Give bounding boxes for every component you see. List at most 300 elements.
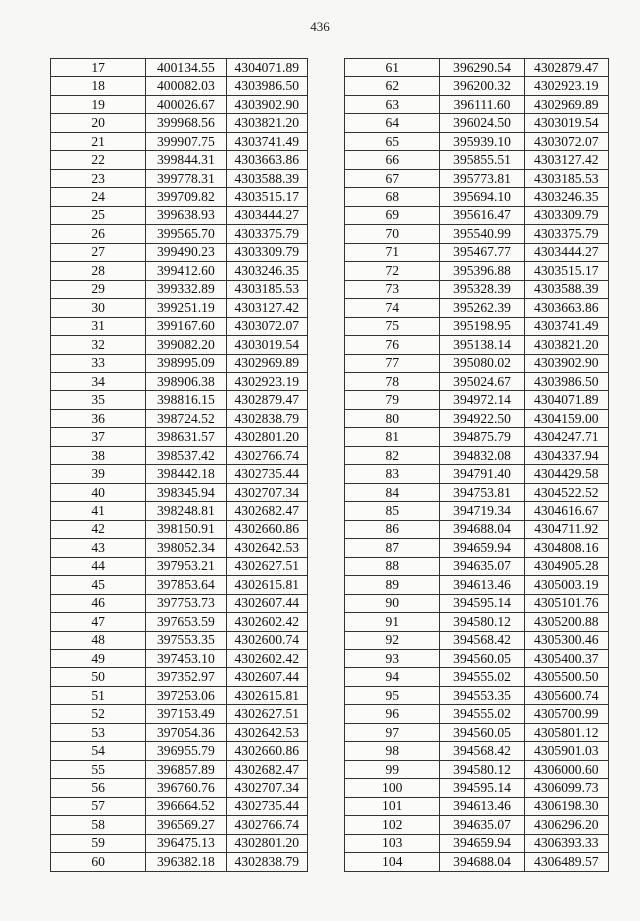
- x-coordinate-cell: 394922.50: [440, 409, 524, 427]
- x-coordinate-cell: 397054.36: [146, 723, 226, 741]
- y-coordinate-cell: 4303741.49: [226, 132, 307, 150]
- point-number-cell: 32: [51, 336, 146, 354]
- point-number-cell: 74: [345, 299, 440, 317]
- table-row: [51, 95, 308, 113]
- table-row: [51, 188, 308, 206]
- table-row: [51, 354, 308, 372]
- point-number-cell: 21: [51, 132, 146, 150]
- point-number-cell: 47: [51, 613, 146, 631]
- table-row: [51, 705, 308, 723]
- table-row: [345, 262, 609, 280]
- x-coordinate-cell: 395540.99: [440, 225, 524, 243]
- table-row: [51, 372, 308, 390]
- table-row: [51, 446, 308, 464]
- point-number-cell: 28: [51, 262, 146, 280]
- point-number-cell: 18: [51, 77, 146, 95]
- y-coordinate-cell: 4302600.74: [226, 631, 307, 649]
- point-number-cell: 19: [51, 95, 146, 113]
- x-coordinate-cell: 394875.79: [440, 428, 524, 446]
- table-row: [51, 336, 308, 354]
- y-coordinate-cell: 4303821.20: [226, 114, 307, 132]
- x-coordinate-cell: 396475.13: [146, 834, 226, 852]
- x-coordinate-cell: 399638.93: [146, 206, 226, 224]
- point-number-cell: 91: [345, 613, 440, 631]
- x-coordinate-cell: 394659.94: [440, 539, 524, 557]
- table-row: [345, 132, 609, 150]
- y-coordinate-cell: 4302627.51: [226, 557, 307, 575]
- y-coordinate-cell: 4306198.30: [524, 797, 608, 815]
- table-row: [345, 243, 609, 261]
- x-coordinate-cell: 394560.05: [440, 650, 524, 668]
- table-row: [345, 779, 609, 797]
- table-row: [51, 760, 308, 778]
- x-coordinate-cell: 399082.20: [146, 336, 226, 354]
- y-coordinate-cell: 4306393.33: [524, 834, 608, 852]
- x-coordinate-cell: 394613.46: [440, 797, 524, 815]
- x-coordinate-cell: 398537.42: [146, 446, 226, 464]
- point-number-cell: 86: [345, 520, 440, 538]
- y-coordinate-cell: 4303821.20: [524, 336, 608, 354]
- table-row: [345, 336, 609, 354]
- x-coordinate-cell: 394972.14: [440, 391, 524, 409]
- table-row: [51, 262, 308, 280]
- point-number-cell: 24: [51, 188, 146, 206]
- y-coordinate-cell: 4302801.20: [226, 428, 307, 446]
- y-coordinate-cell: 4306099.73: [524, 779, 608, 797]
- y-coordinate-cell: 4304711.92: [524, 520, 608, 538]
- x-coordinate-cell: 398345.94: [146, 483, 226, 501]
- point-number-cell: 23: [51, 169, 146, 187]
- point-number-cell: 104: [345, 853, 440, 871]
- y-coordinate-cell: 4302838.79: [226, 409, 307, 427]
- y-coordinate-cell: 4305901.03: [524, 742, 608, 760]
- point-number-cell: 41: [51, 502, 146, 520]
- y-coordinate-cell: 4306296.20: [524, 816, 608, 834]
- x-coordinate-cell: 394791.40: [440, 465, 524, 483]
- y-coordinate-cell: 4303515.17: [524, 262, 608, 280]
- table-row: [345, 760, 609, 778]
- point-number-cell: 53: [51, 723, 146, 741]
- x-coordinate-cell: 399332.89: [146, 280, 226, 298]
- point-number-cell: 35: [51, 391, 146, 409]
- table-row: [345, 391, 609, 409]
- table-row: [345, 742, 609, 760]
- table-row: [51, 391, 308, 409]
- point-number-cell: 46: [51, 594, 146, 612]
- y-coordinate-cell: 4302682.47: [226, 760, 307, 778]
- point-number-cell: 65: [345, 132, 440, 150]
- point-number-cell: 66: [345, 151, 440, 169]
- x-coordinate-cell: 394753.81: [440, 483, 524, 501]
- x-coordinate-cell: 394595.14: [440, 594, 524, 612]
- x-coordinate-cell: 397352.97: [146, 668, 226, 686]
- y-coordinate-cell: 4302735.44: [226, 797, 307, 815]
- x-coordinate-cell: 395328.39: [440, 280, 524, 298]
- table-row: [345, 188, 609, 206]
- y-coordinate-cell: 4303309.79: [524, 206, 608, 224]
- point-number-cell: 64: [345, 114, 440, 132]
- x-coordinate-cell: 394719.34: [440, 502, 524, 520]
- y-coordinate-cell: 4303375.79: [524, 225, 608, 243]
- table-row: [345, 280, 609, 298]
- table-row: [345, 77, 609, 95]
- point-number-cell: 56: [51, 779, 146, 797]
- x-coordinate-cell: 394555.02: [440, 705, 524, 723]
- y-coordinate-cell: 4302615.81: [226, 576, 307, 594]
- point-number-cell: 92: [345, 631, 440, 649]
- table-row: [51, 225, 308, 243]
- y-coordinate-cell: 4302660.86: [226, 742, 307, 760]
- point-number-cell: 30: [51, 299, 146, 317]
- x-coordinate-cell: 397153.49: [146, 705, 226, 723]
- point-number-cell: 85: [345, 502, 440, 520]
- point-number-cell: 57: [51, 797, 146, 815]
- point-number-cell: 88: [345, 557, 440, 575]
- x-coordinate-cell: 394832.08: [440, 446, 524, 464]
- table-row: [345, 299, 609, 317]
- x-coordinate-cell: 400026.67: [146, 95, 226, 113]
- page-number: 436: [310, 19, 330, 34]
- x-coordinate-cell: 395080.02: [440, 354, 524, 372]
- point-number-cell: 101: [345, 797, 440, 815]
- y-coordinate-cell: 4302642.53: [226, 539, 307, 557]
- point-number-cell: 63: [345, 95, 440, 113]
- point-number-cell: 60: [51, 853, 146, 871]
- y-coordinate-cell: 4303588.39: [226, 169, 307, 187]
- x-coordinate-cell: 394568.42: [440, 631, 524, 649]
- y-coordinate-cell: 4303902.90: [524, 354, 608, 372]
- x-coordinate-cell: 396200.32: [440, 77, 524, 95]
- point-number-cell: 81: [345, 428, 440, 446]
- point-number-cell: 61: [345, 59, 440, 77]
- x-coordinate-cell: 400082.03: [146, 77, 226, 95]
- x-coordinate-cell: 394580.12: [440, 613, 524, 631]
- coordinates-table-right: [344, 58, 609, 872]
- point-number-cell: 55: [51, 760, 146, 778]
- point-number-cell: 89: [345, 576, 440, 594]
- point-number-cell: 43: [51, 539, 146, 557]
- point-number-cell: 27: [51, 243, 146, 261]
- x-coordinate-cell: 399167.60: [146, 317, 226, 335]
- table-row: [345, 502, 609, 520]
- y-coordinate-cell: 4302766.74: [226, 446, 307, 464]
- x-coordinate-cell: 394688.04: [440, 520, 524, 538]
- table-row: [345, 465, 609, 483]
- x-coordinate-cell: 399844.31: [146, 151, 226, 169]
- point-number-cell: 50: [51, 668, 146, 686]
- table-row: [345, 797, 609, 815]
- y-coordinate-cell: 4302801.20: [226, 834, 307, 852]
- x-coordinate-cell: 396382.18: [146, 853, 226, 871]
- x-coordinate-cell: 396664.52: [146, 797, 226, 815]
- y-coordinate-cell: 4305801.12: [524, 723, 608, 741]
- point-number-cell: 62: [345, 77, 440, 95]
- x-coordinate-cell: 399251.19: [146, 299, 226, 317]
- point-number-cell: 95: [345, 686, 440, 704]
- y-coordinate-cell: 4302682.47: [226, 502, 307, 520]
- x-coordinate-cell: 395773.81: [440, 169, 524, 187]
- table-row: [51, 631, 308, 649]
- table-row: [345, 409, 609, 427]
- y-coordinate-cell: 4302602.42: [226, 613, 307, 631]
- point-number-cell: 44: [51, 557, 146, 575]
- x-coordinate-cell: 399490.23: [146, 243, 226, 261]
- table-row: [345, 816, 609, 834]
- table-row: [51, 594, 308, 612]
- y-coordinate-cell: 4303072.07: [524, 132, 608, 150]
- point-number-cell: 97: [345, 723, 440, 741]
- x-coordinate-cell: 397853.64: [146, 576, 226, 594]
- point-number-cell: 75: [345, 317, 440, 335]
- point-number-cell: 49: [51, 650, 146, 668]
- point-number-cell: 77: [345, 354, 440, 372]
- coordinates-table-body: [51, 59, 308, 872]
- point-number-cell: 39: [51, 465, 146, 483]
- x-coordinate-cell: 398631.57: [146, 428, 226, 446]
- x-coordinate-cell: 395694.10: [440, 188, 524, 206]
- x-coordinate-cell: 394688.04: [440, 853, 524, 871]
- point-number-cell: 79: [345, 391, 440, 409]
- x-coordinate-cell: 395396.88: [440, 262, 524, 280]
- point-number-cell: 37: [51, 428, 146, 446]
- y-coordinate-cell: 4302923.19: [226, 372, 307, 390]
- x-coordinate-cell: 397453.10: [146, 650, 226, 668]
- x-coordinate-cell: 399907.75: [146, 132, 226, 150]
- y-coordinate-cell: 4305700.99: [524, 705, 608, 723]
- x-coordinate-cell: 395467.77: [440, 243, 524, 261]
- y-coordinate-cell: 4303309.79: [226, 243, 307, 261]
- x-coordinate-cell: 398442.18: [146, 465, 226, 483]
- table-row: [51, 59, 308, 77]
- x-coordinate-cell: 399968.56: [146, 114, 226, 132]
- table-row: [345, 539, 609, 557]
- table-row: [51, 650, 308, 668]
- point-number-cell: 70: [345, 225, 440, 243]
- y-coordinate-cell: 4303127.42: [524, 151, 608, 169]
- x-coordinate-cell: 396955.79: [146, 742, 226, 760]
- table-row: [345, 668, 609, 686]
- y-coordinate-cell: 4304071.89: [226, 59, 307, 77]
- x-coordinate-cell: 398724.52: [146, 409, 226, 427]
- table-row: [345, 483, 609, 501]
- table-row: [51, 723, 308, 741]
- point-number-cell: 38: [51, 446, 146, 464]
- x-coordinate-cell: 396111.60: [440, 95, 524, 113]
- table-row: [51, 539, 308, 557]
- y-coordinate-cell: 4302615.81: [226, 686, 307, 704]
- y-coordinate-cell: 4304616.67: [524, 502, 608, 520]
- table-row: [345, 650, 609, 668]
- table-row: [345, 520, 609, 538]
- table-row: [51, 317, 308, 335]
- table-row: [345, 95, 609, 113]
- y-coordinate-cell: 4303986.50: [226, 77, 307, 95]
- y-coordinate-cell: 4303663.86: [524, 299, 608, 317]
- y-coordinate-cell: 4304159.00: [524, 409, 608, 427]
- table-row: [345, 705, 609, 723]
- x-coordinate-cell: 394659.94: [440, 834, 524, 852]
- y-coordinate-cell: 4305400.37: [524, 650, 608, 668]
- x-coordinate-cell: 398816.15: [146, 391, 226, 409]
- y-coordinate-cell: 4302735.44: [226, 465, 307, 483]
- point-number-cell: 20: [51, 114, 146, 132]
- y-coordinate-cell: 4302879.47: [226, 391, 307, 409]
- x-coordinate-cell: 396290.54: [440, 59, 524, 77]
- x-coordinate-cell: 394635.07: [440, 557, 524, 575]
- y-coordinate-cell: 4303515.17: [226, 188, 307, 206]
- y-coordinate-cell: 4304071.89: [524, 391, 608, 409]
- y-coordinate-cell: 4304337.94: [524, 446, 608, 464]
- table-row: [51, 243, 308, 261]
- point-number-cell: 76: [345, 336, 440, 354]
- table-row: [51, 206, 308, 224]
- x-coordinate-cell: 396760.76: [146, 779, 226, 797]
- point-number-cell: 80: [345, 409, 440, 427]
- point-number-cell: 94: [345, 668, 440, 686]
- point-number-cell: 48: [51, 631, 146, 649]
- point-number-cell: 99: [345, 760, 440, 778]
- point-number-cell: 17: [51, 59, 146, 77]
- y-coordinate-cell: 4302607.44: [226, 594, 307, 612]
- y-coordinate-cell: 4304522.52: [524, 483, 608, 501]
- y-coordinate-cell: 4302602.42: [226, 650, 307, 668]
- y-coordinate-cell: 4302969.89: [524, 95, 608, 113]
- point-number-cell: 69: [345, 206, 440, 224]
- table-row: [51, 151, 308, 169]
- point-number-cell: 71: [345, 243, 440, 261]
- y-coordinate-cell: 4303375.79: [226, 225, 307, 243]
- table-row: [51, 557, 308, 575]
- x-coordinate-cell: 397953.21: [146, 557, 226, 575]
- y-coordinate-cell: 4304247.71: [524, 428, 608, 446]
- y-coordinate-cell: 4304808.16: [524, 539, 608, 557]
- table-row: [345, 428, 609, 446]
- x-coordinate-cell: 394613.46: [440, 576, 524, 594]
- point-number-cell: 54: [51, 742, 146, 760]
- y-coordinate-cell: 4305600.74: [524, 686, 608, 704]
- table-row: [345, 446, 609, 464]
- point-number-cell: 84: [345, 483, 440, 501]
- y-coordinate-cell: 4306000.60: [524, 760, 608, 778]
- point-number-cell: 96: [345, 705, 440, 723]
- x-coordinate-cell: 397753.73: [146, 594, 226, 612]
- point-number-cell: 103: [345, 834, 440, 852]
- y-coordinate-cell: 4302969.89: [226, 354, 307, 372]
- point-number-cell: 51: [51, 686, 146, 704]
- table-row: [345, 151, 609, 169]
- x-coordinate-cell: 395939.10: [440, 132, 524, 150]
- y-coordinate-cell: 4303444.27: [524, 243, 608, 261]
- y-coordinate-cell: 4303185.53: [226, 280, 307, 298]
- table-row: [345, 631, 609, 649]
- point-number-cell: 67: [345, 169, 440, 187]
- x-coordinate-cell: 396569.27: [146, 816, 226, 834]
- y-coordinate-cell: 4304429.58: [524, 465, 608, 483]
- y-coordinate-cell: 4302660.86: [226, 520, 307, 538]
- x-coordinate-cell: 399412.60: [146, 262, 226, 280]
- point-number-cell: 93: [345, 650, 440, 668]
- table-row: [345, 594, 609, 612]
- table-row: [345, 576, 609, 594]
- point-number-cell: 87: [345, 539, 440, 557]
- table-row: [345, 206, 609, 224]
- x-coordinate-cell: 394553.35: [440, 686, 524, 704]
- table-row: [345, 853, 609, 871]
- x-coordinate-cell: 400134.55: [146, 59, 226, 77]
- point-number-cell: 82: [345, 446, 440, 464]
- x-coordinate-cell: 398150.91: [146, 520, 226, 538]
- table-row: [51, 280, 308, 298]
- x-coordinate-cell: 394555.02: [440, 668, 524, 686]
- point-number-cell: 40: [51, 483, 146, 501]
- coordinates-table-body: [345, 59, 609, 872]
- x-coordinate-cell: 394568.42: [440, 742, 524, 760]
- point-number-cell: 68: [345, 188, 440, 206]
- x-coordinate-cell: 394635.07: [440, 816, 524, 834]
- table-row: [345, 834, 609, 852]
- point-number-cell: 83: [345, 465, 440, 483]
- y-coordinate-cell: 4302707.34: [226, 483, 307, 501]
- table-row: [51, 520, 308, 538]
- point-number-cell: 78: [345, 372, 440, 390]
- y-coordinate-cell: 4303246.35: [226, 262, 307, 280]
- y-coordinate-cell: 4302766.74: [226, 816, 307, 834]
- x-coordinate-cell: 399709.82: [146, 188, 226, 206]
- x-coordinate-cell: 395198.95: [440, 317, 524, 335]
- x-coordinate-cell: 394560.05: [440, 723, 524, 741]
- x-coordinate-cell: 398995.09: [146, 354, 226, 372]
- table-row: [345, 557, 609, 575]
- x-coordinate-cell: 398248.81: [146, 502, 226, 520]
- table-row: [51, 299, 308, 317]
- point-number-cell: 36: [51, 409, 146, 427]
- point-number-cell: 58: [51, 816, 146, 834]
- y-coordinate-cell: 4303741.49: [524, 317, 608, 335]
- point-number-cell: 59: [51, 834, 146, 852]
- point-number-cell: 29: [51, 280, 146, 298]
- y-coordinate-cell: 4304905.28: [524, 557, 608, 575]
- y-coordinate-cell: 4305003.19: [524, 576, 608, 594]
- y-coordinate-cell: 4303127.42: [226, 299, 307, 317]
- point-number-cell: 100: [345, 779, 440, 797]
- x-coordinate-cell: 398052.34: [146, 539, 226, 557]
- point-number-cell: 90: [345, 594, 440, 612]
- y-coordinate-cell: 4305200.88: [524, 613, 608, 631]
- y-coordinate-cell: 4303986.50: [524, 372, 608, 390]
- table-row: [51, 483, 308, 501]
- table-row: [51, 169, 308, 187]
- table-row: [345, 723, 609, 741]
- table-row: [51, 77, 308, 95]
- table-row: [345, 169, 609, 187]
- table-row: [345, 354, 609, 372]
- x-coordinate-cell: 396857.89: [146, 760, 226, 778]
- y-coordinate-cell: 4305500.50: [524, 668, 608, 686]
- y-coordinate-cell: 4306489.57: [524, 853, 608, 871]
- y-coordinate-cell: 4303019.54: [226, 336, 307, 354]
- table-row: [51, 114, 308, 132]
- x-coordinate-cell: 395262.39: [440, 299, 524, 317]
- y-coordinate-cell: 4302838.79: [226, 853, 307, 871]
- table-row: [51, 834, 308, 852]
- coordinates-table-left: [50, 58, 308, 872]
- table-row: [51, 576, 308, 594]
- table-row: [345, 372, 609, 390]
- y-coordinate-cell: 4303663.86: [226, 151, 307, 169]
- y-coordinate-cell: 4302627.51: [226, 705, 307, 723]
- y-coordinate-cell: 4303185.53: [524, 169, 608, 187]
- point-number-cell: 102: [345, 816, 440, 834]
